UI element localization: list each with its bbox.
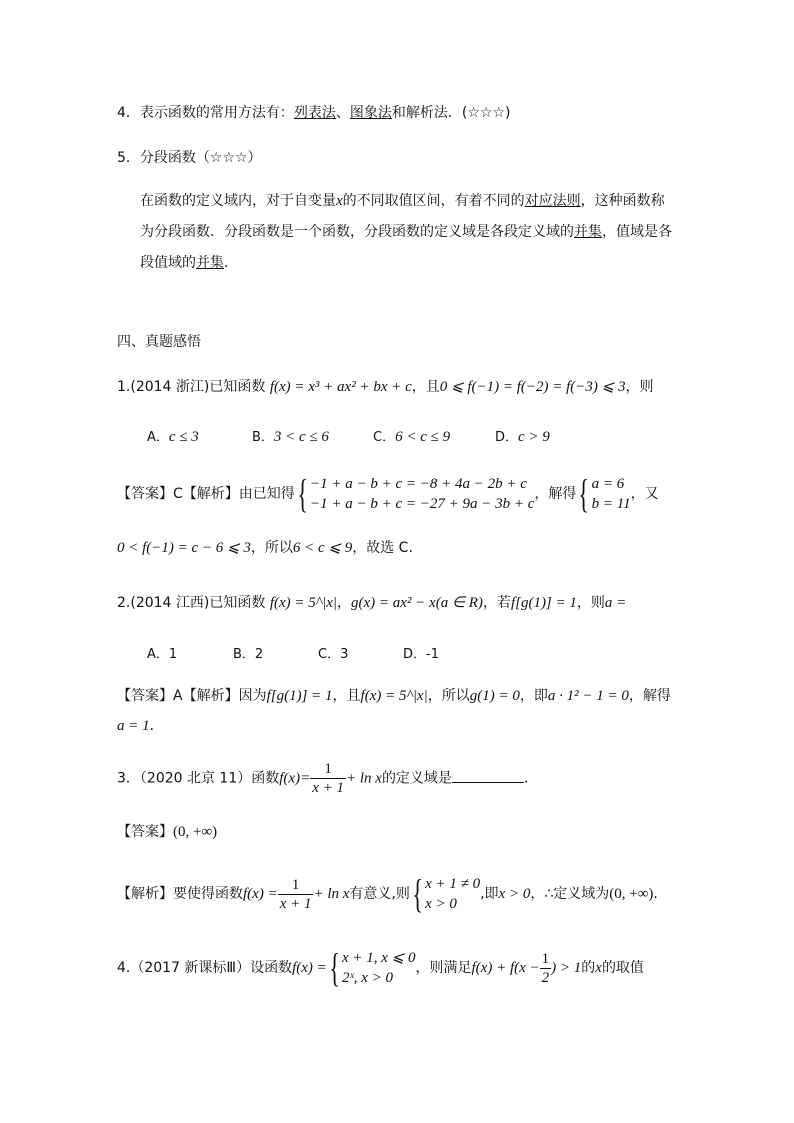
math-expr: f(x)=: [279, 770, 311, 787]
math-expr: f(x) =: [292, 960, 327, 976]
math-var: x: [595, 960, 602, 976]
solution-system: a = 6 b = 11: [591, 476, 631, 512]
underlined-term: 并集: [574, 224, 602, 240]
math-expr: + ln x: [345, 770, 382, 787]
math-expr: a · 1² − 1 = 0: [547, 688, 629, 704]
question-3-answer: [117, 822, 217, 842]
left-brace-icon: {: [329, 945, 340, 990]
text: ，所以: [427, 688, 470, 704]
text: ，则满足: [415, 960, 472, 976]
math-expr: ) > 1: [551, 960, 582, 976]
text: 3．（2020 北京 11）函数: [117, 770, 280, 787]
text: 为分段函数．分段函数是一个函数，分段函数的定义域是各段定义域的: [140, 224, 574, 240]
question-3-stem: [117, 760, 538, 797]
question-2-stem: [117, 593, 626, 613]
text: ，又: [630, 486, 659, 502]
fraction: $\frac{1}{2}$: [541, 950, 550, 986]
text: ，解得: [628, 688, 671, 704]
text: 段值域的: [140, 255, 196, 271]
math-expr: f(x) + f(x −: [471, 960, 540, 976]
text: ，若: [482, 595, 511, 611]
text: ，且: [332, 688, 361, 704]
text: ．: [523, 770, 538, 787]
math-expr: 0 < f(−1) = c − 6 ⩽ 3: [117, 540, 251, 556]
math-expr: a =: [604, 595, 627, 611]
text: ，解得: [534, 486, 577, 502]
left-brace-icon: {: [578, 471, 590, 516]
text: 在函数的定义域内，对于自变量: [140, 193, 336, 209]
text: 4.（2017 新课标Ⅲ）设函数: [117, 960, 293, 976]
option-d: D．c > 9: [495, 429, 550, 445]
part-heading: 四、真题感悟: [117, 334, 201, 350]
text: 和解析法．(☆☆☆): [391, 105, 511, 121]
math-expr: g(1) = 0: [469, 688, 520, 704]
fraction: $\frac{1}{x + 1}$: [312, 761, 344, 796]
left-brace-icon: {: [297, 471, 308, 516]
text: ，这种函数称: [580, 193, 665, 209]
text: 【答案】A【解析】因为: [117, 688, 267, 704]
text: ．: [653, 886, 668, 902]
text: ．: [149, 718, 164, 734]
text: ，值域是各: [602, 224, 672, 240]
option-b: B．3 < c ≤ 6: [252, 429, 329, 445]
math-expr: (0, +∞): [609, 886, 654, 902]
underlined-term: 并集: [196, 255, 224, 271]
text: 的取值: [601, 960, 644, 976]
text: ，所以: [250, 540, 293, 556]
fraction: $\frac{1}{x + 1}$: [279, 876, 312, 912]
text: ，则: [625, 379, 654, 395]
text: 【答案】C【解析】由已知得: [117, 486, 295, 502]
text: 表示函数的常用方法有：: [139, 105, 294, 121]
math-expr: f[g(1)] = 1: [266, 688, 333, 704]
math-expr: f(x) =: [243, 886, 278, 902]
math-expr: f(x) = 5^|x|: [269, 595, 337, 611]
text: 的: [581, 960, 596, 976]
question-1-answer: [117, 471, 659, 516]
math-expr: a = 1: [117, 718, 150, 734]
math-expr: 6 < c ⩽ 9: [292, 540, 353, 556]
paragraph-line-2: [140, 222, 672, 242]
math-expr: f(x) = 5^|x|: [360, 688, 428, 704]
equation-system: −1 + a − b + c = −8 + 4a − 2b + c −1 + a − b + c = −27 + 9a − 3b + c: [309, 476, 535, 512]
paragraph-line-3: [140, 253, 238, 273]
math-expr: x > 0: [498, 886, 531, 902]
item-number: 4．: [117, 105, 140, 121]
option-d: D．-1: [403, 647, 439, 662]
math-expr: (0, +∞): [173, 824, 218, 840]
text: ，故选 C.: [352, 540, 413, 556]
condition-system: x + 1 ≠ 0 x > 0: [425, 876, 481, 912]
question-1-answer-line-2: [117, 538, 413, 558]
math-expr: + ln x: [313, 886, 350, 902]
question-1-stem: [117, 377, 654, 397]
math-expr: 0 ⩽ f(−1) = f(−2) = f(−3) ⩽ 3: [439, 379, 626, 395]
answer-blank[interactable]: [452, 768, 524, 783]
text: 的不同取值区间，有着不同的: [342, 193, 525, 209]
option-a: A．c ≤ 3: [147, 429, 199, 445]
math-var: x: [336, 193, 343, 209]
underlined-term: 列表法: [293, 105, 336, 121]
text: 【答案】: [117, 824, 173, 840]
method-line: [117, 103, 511, 123]
text: ,即: [480, 886, 499, 902]
piecewise-cases: x + 1, x ⩽ 0 2ˣ, x > 0: [341, 950, 416, 986]
underlined-term: 图象法: [349, 105, 392, 121]
math-expr: f(x) = x³ + ax² + bx + c: [269, 379, 412, 395]
text: 2.(2014 江西)已知函数: [117, 595, 266, 611]
question-2-answer: [117, 686, 671, 706]
text: ，即: [519, 688, 548, 704]
text: 、: [335, 105, 350, 121]
question-2-answer-line-2: [117, 716, 164, 736]
left-brace-icon: {: [412, 871, 423, 916]
text: 有意义,则: [349, 886, 410, 902]
text: 1.(2014 浙江)已知函数: [117, 379, 266, 395]
math-expr: f[g(1)] = 1: [510, 595, 577, 611]
underlined-term: 对应法则: [524, 193, 581, 209]
option-b: B．2: [233, 647, 264, 662]
question-4-stem: [117, 945, 644, 990]
text: ，且: [411, 379, 440, 395]
text: ．: [224, 255, 238, 271]
text: ，则: [576, 595, 605, 611]
section-title: 5．分段函数（☆☆☆）: [117, 150, 262, 166]
option-a: A．1: [147, 647, 178, 662]
text: 【解析】要使得函数: [117, 886, 243, 902]
text: 的定义域是: [381, 770, 452, 787]
option-c: C．3: [318, 647, 349, 662]
question-3-explanation: [117, 871, 668, 916]
text: ，: [337, 595, 351, 611]
paragraph-line-1: [140, 191, 665, 211]
text: ，∴定义域为: [530, 886, 610, 902]
math-expr: g(x) = ax² − x(a ∈ R): [351, 595, 483, 611]
option-c: C．6 < c ≤ 9: [373, 429, 451, 445]
